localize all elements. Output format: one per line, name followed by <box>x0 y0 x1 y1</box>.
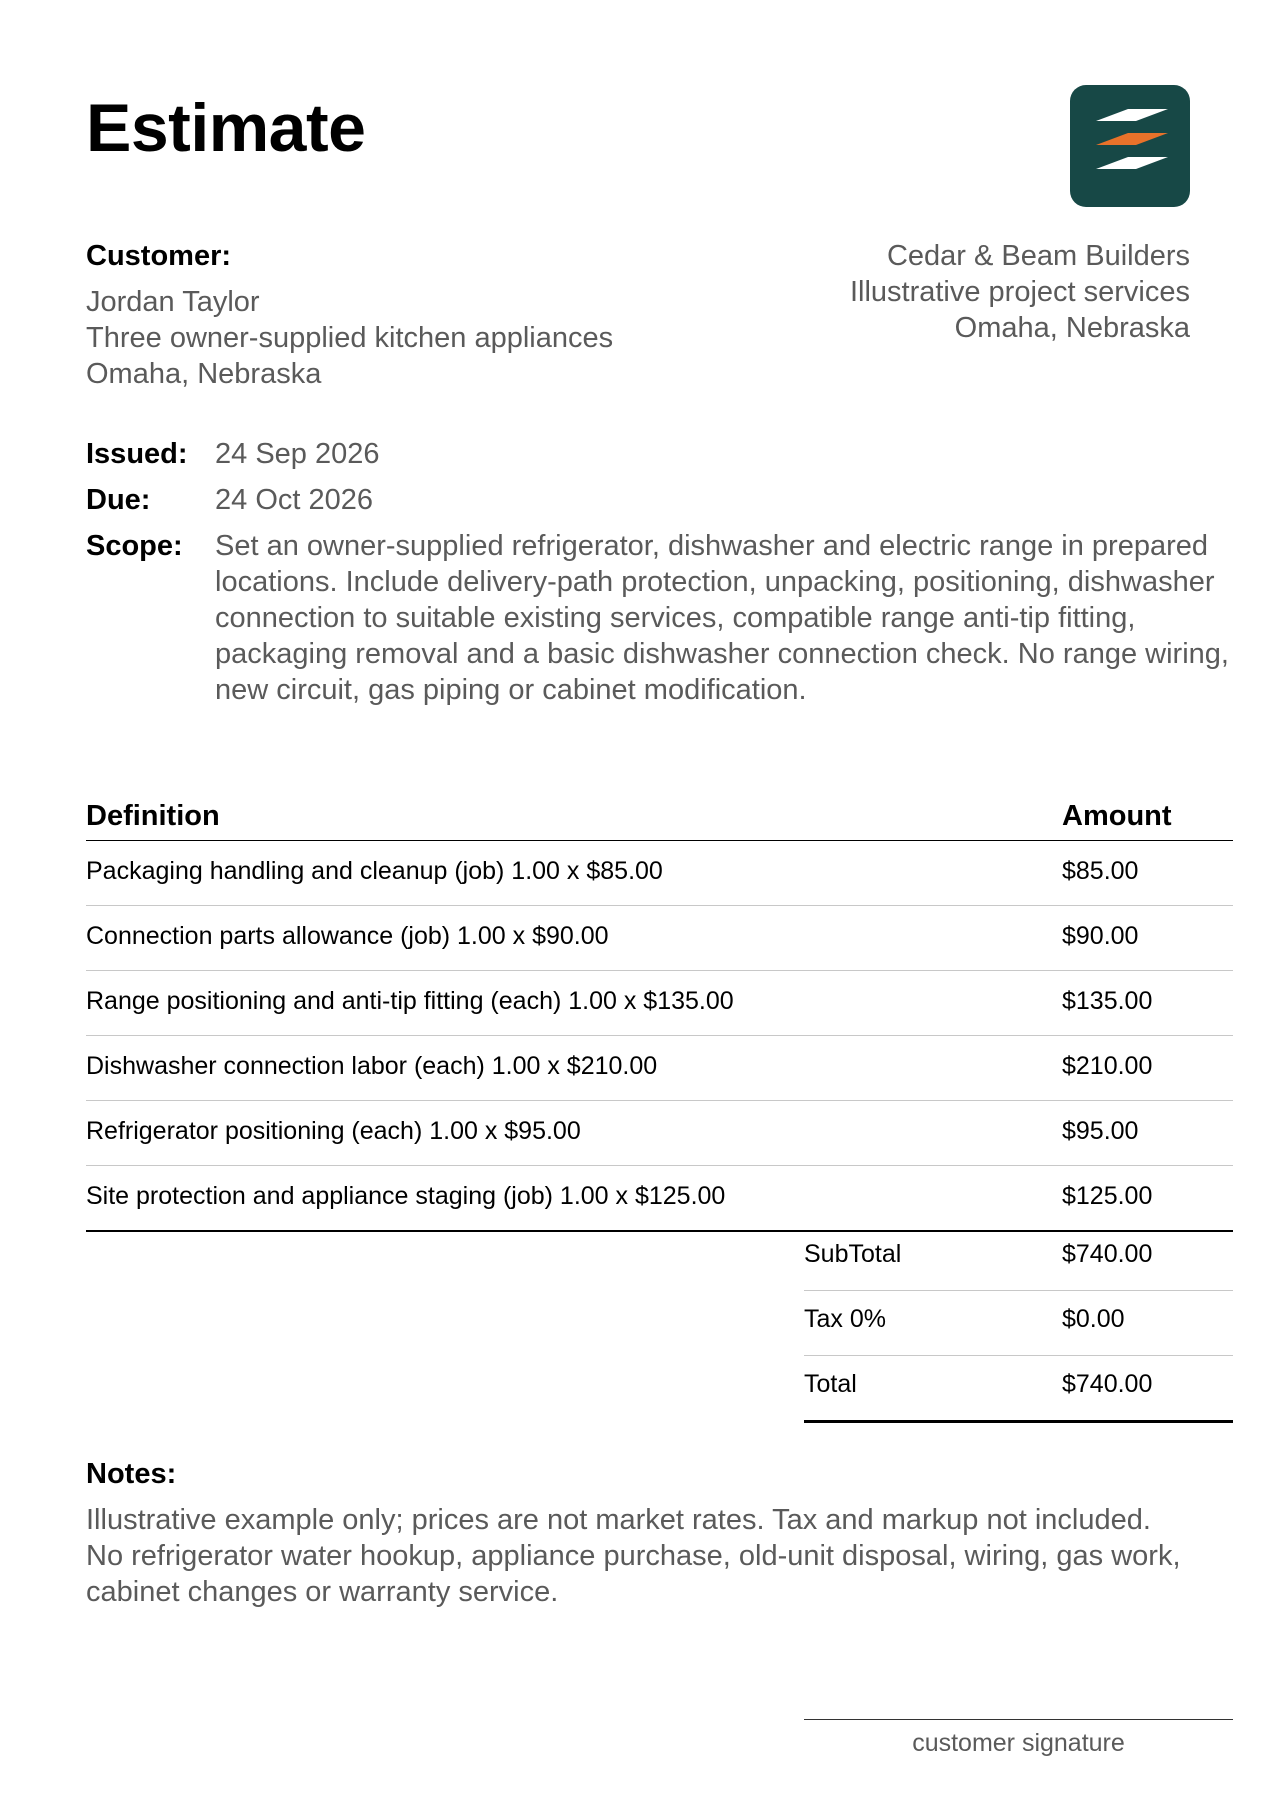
tax-value: $0.00 <box>1062 1305 1125 1333</box>
row-amount: $85.00 <box>1062 857 1139 885</box>
row-amount: $210.00 <box>1062 1052 1153 1080</box>
row-definition: Connection parts allowance (job) 1.00 x $90.00 <box>86 922 609 950</box>
row-amount: $125.00 <box>1062 1182 1153 1210</box>
table-row <box>86 1101 1233 1166</box>
row-definition: Packaging handling and cleanup (job) 1.00 x $85.00 <box>86 857 663 885</box>
scope-text: Set an owner-supplied refrigerator, dishwasher and electric range in prepared locations. Include delivery-path protection, unpacking, positioning, dishwasher connection to suitable existing services, compatible range anti-tip fitting, packaging removal and a basic dishwasher connection check. No range wiring, new circuit, gas piping or cabinet modification. <box>215 530 1229 706</box>
stacked-planks-logo-icon <box>1070 85 1190 207</box>
subtotal-row <box>804 1226 1233 1291</box>
row-definition: Refrigerator positioning (each) 1.00 x $95.00 <box>86 1117 581 1145</box>
table-row <box>86 1166 1233 1232</box>
notes-text: Illustrative example only; prices are not market rates. Tax and markup not included. No refrigerator water hookup, appliance purchase, old-unit disposal, wiring, gas work, cabinet changes or warranty service. <box>86 1504 1181 1608</box>
total-value: $740.00 <box>1062 1370 1153 1398</box>
amount-header: Amount <box>1062 800 1172 832</box>
page-title: Estimate <box>86 90 366 166</box>
total-label: Total <box>804 1370 857 1398</box>
tax-row <box>804 1291 1233 1356</box>
total-row <box>804 1356 1233 1423</box>
customer-details <box>86 284 613 392</box>
customer-label: Customer: <box>86 240 232 272</box>
company-details <box>850 238 1190 346</box>
customer-name: Jordan Taylor <box>86 286 260 318</box>
table-row <box>86 1036 1233 1101</box>
due-label: Due: <box>86 484 151 516</box>
line-items-table <box>86 790 1233 1232</box>
due-date: 24 Oct 2026 <box>215 484 373 516</box>
row-amount: $135.00 <box>1062 987 1153 1015</box>
table-row <box>86 841 1233 906</box>
table-header <box>86 790 1233 841</box>
company-logo <box>1070 85 1190 207</box>
issued-label: Issued: <box>86 438 188 470</box>
definition-header: Definition <box>86 800 220 832</box>
row-definition: Dishwasher connection labor (each) 1.00 x $210.00 <box>86 1052 658 1080</box>
totals-block <box>804 1226 1233 1423</box>
tax-label: Tax 0% <box>804 1305 886 1333</box>
notes-label: Notes: <box>86 1458 177 1490</box>
issued-date: 24 Sep 2026 <box>215 438 380 470</box>
company-name: Cedar & Beam Builders <box>886 240 1190 272</box>
signature-caption: customer signature <box>912 1729 1125 1757</box>
subtotal-label: SubTotal <box>804 1240 902 1268</box>
row-amount: $90.00 <box>1062 922 1139 950</box>
customer-location: Omaha, Nebraska <box>86 358 322 390</box>
row-definition: Range positioning and anti-tip fitting (each) 1.00 x $135.00 <box>86 987 734 1015</box>
scope-label: Scope: <box>86 530 183 562</box>
row-amount: $95.00 <box>1062 1117 1139 1145</box>
table-row <box>86 906 1233 971</box>
signature-line[interactable] <box>804 1719 1233 1720</box>
company-location: Omaha, Nebraska <box>954 312 1190 344</box>
customer-project: Three owner-supplied kitchen appliances <box>86 322 614 354</box>
table-row <box>86 971 1233 1036</box>
row-definition: Site protection and appliance staging (job) 1.00 x $125.00 <box>86 1182 726 1210</box>
company-tagline: Illustrative project services <box>849 276 1190 308</box>
subtotal-value: $740.00 <box>1062 1240 1153 1268</box>
